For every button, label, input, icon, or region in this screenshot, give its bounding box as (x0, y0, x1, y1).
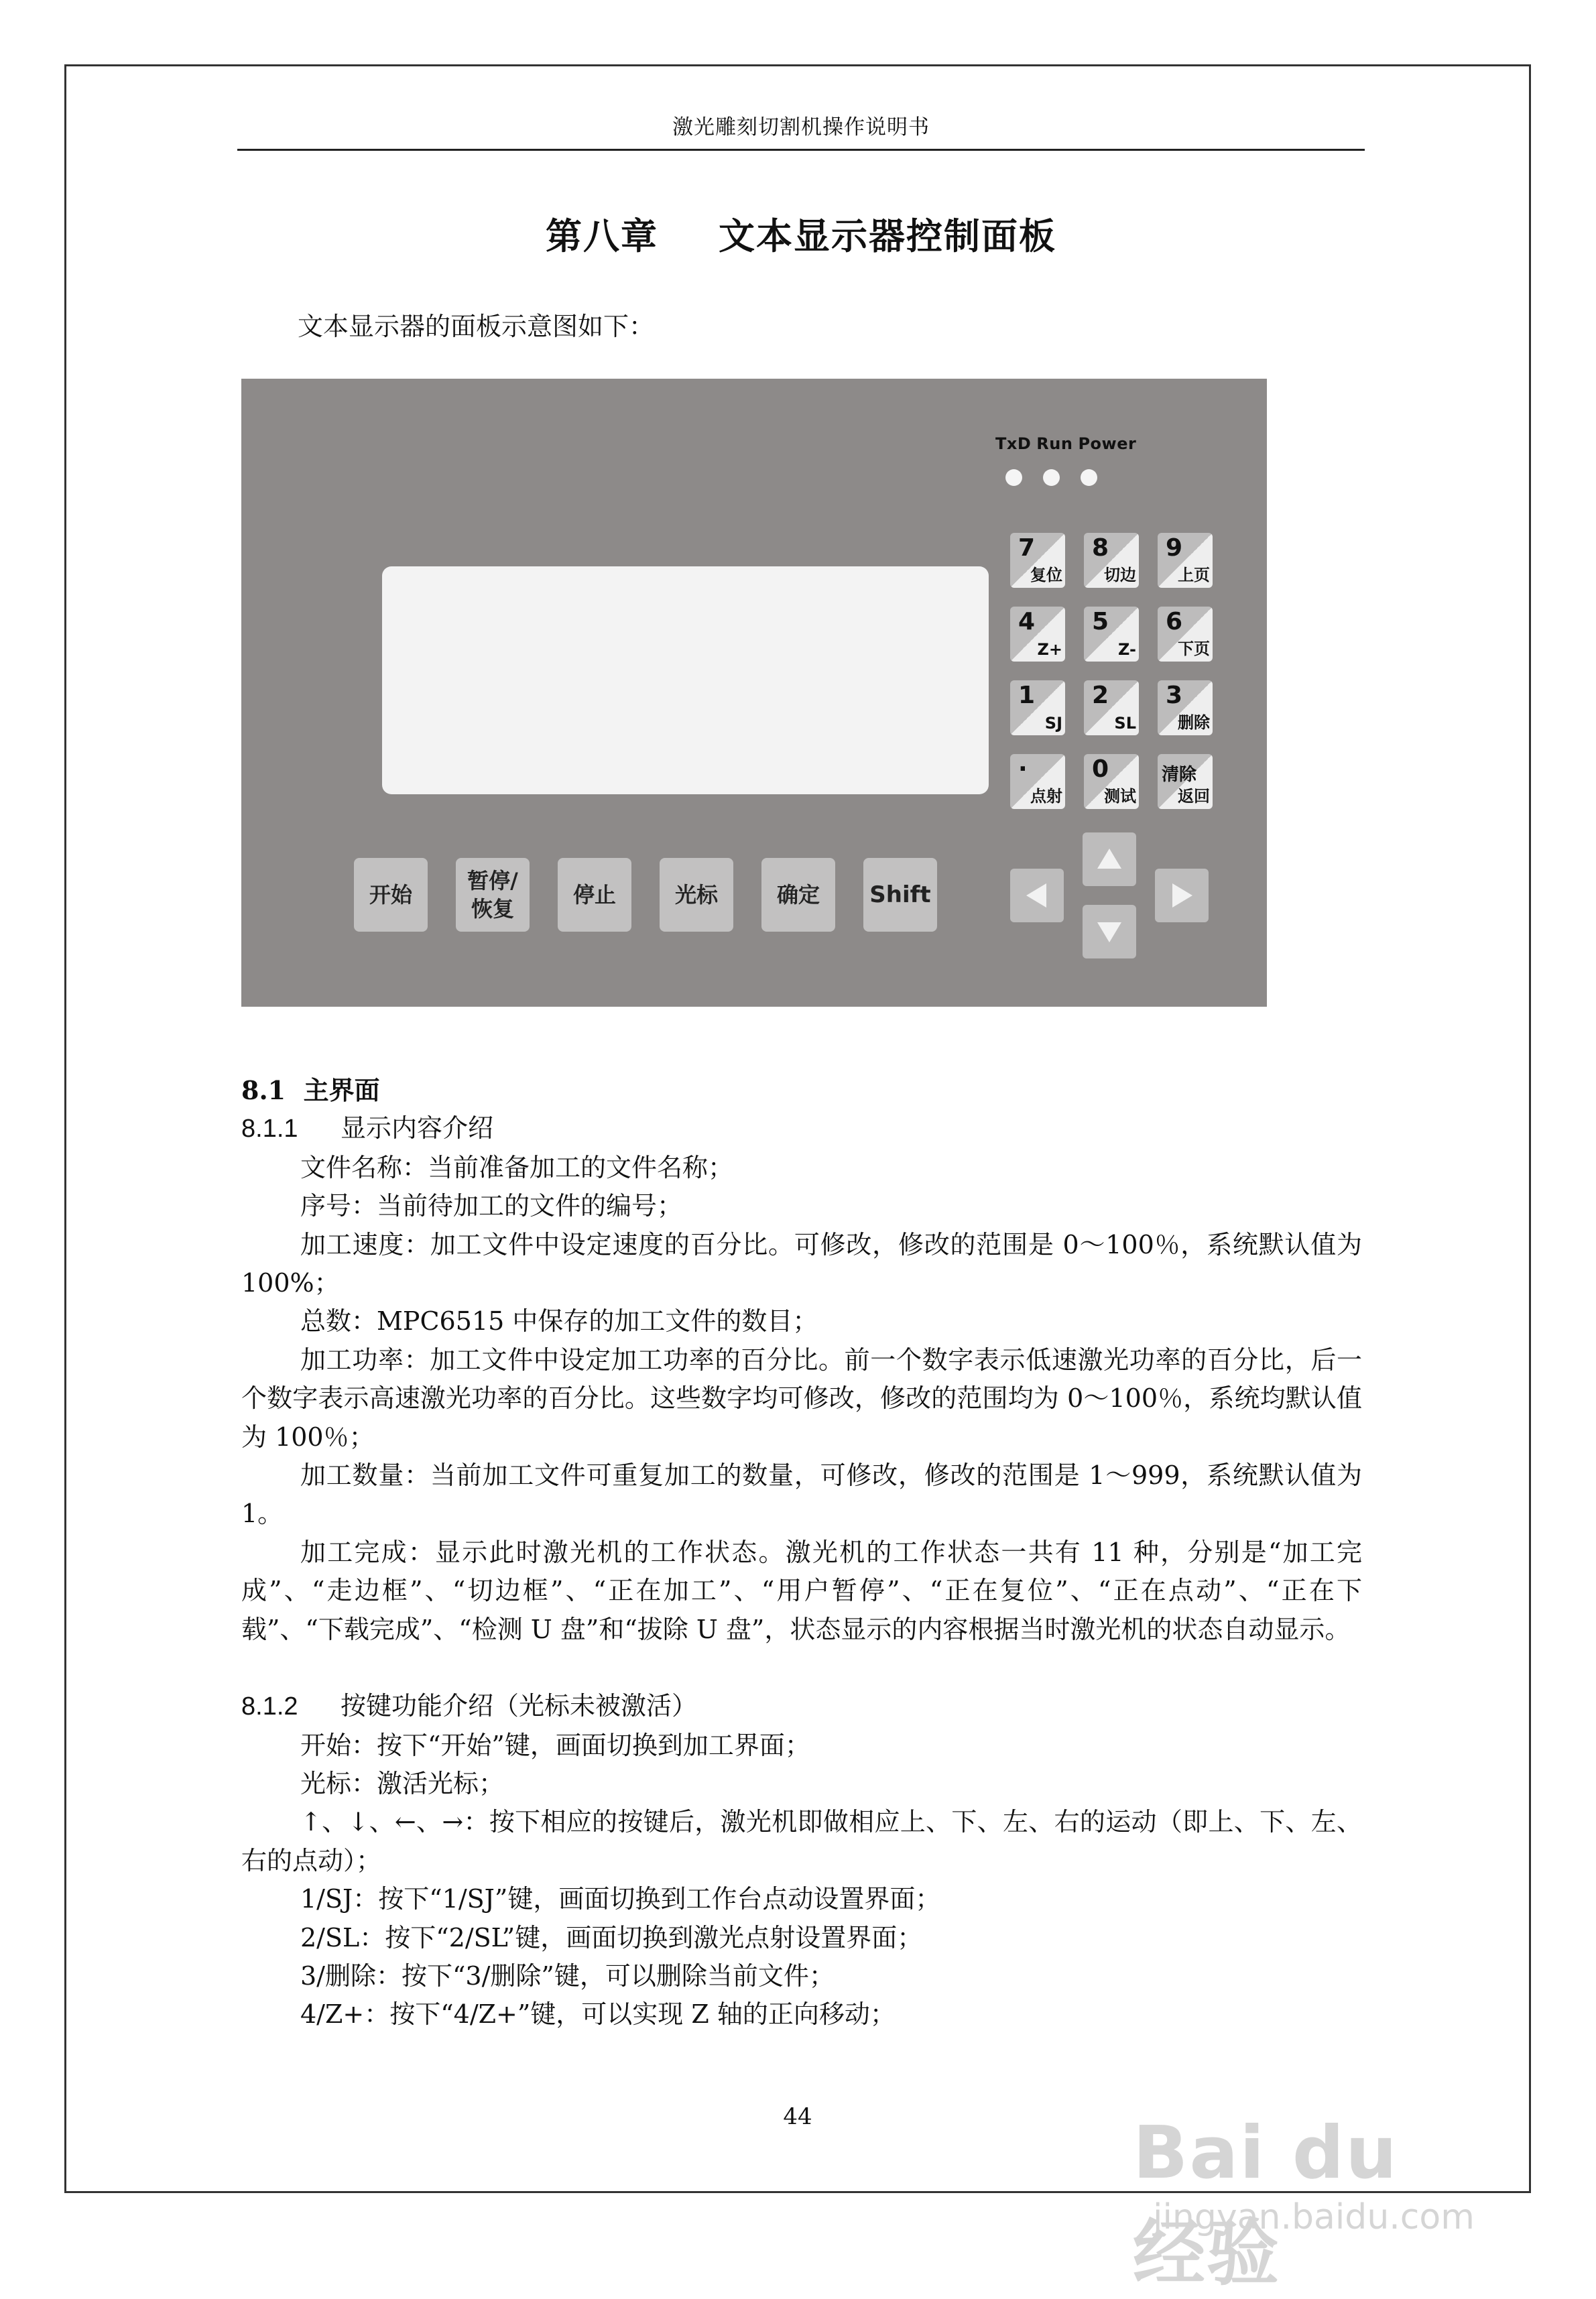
key-1-sj: 1 SJ (1010, 680, 1065, 735)
control-panel-figure (241, 379, 1267, 1007)
indicator-label-txd: TxD (995, 434, 1032, 453)
key-2-sl: 2 SL (1084, 680, 1139, 735)
chapter-number: 第八章 (546, 215, 658, 257)
paragraph: 光标：激活光标； (300, 1768, 505, 1798)
paragraph: 总数：MPC6515 中保存的加工文件的数目； (300, 1306, 818, 1337)
key-4-z-plus: 4 Z+ (1010, 607, 1065, 662)
chapter-title (237, 208, 1365, 259)
intro-text: 文本显示器的面板示意图如下： (298, 312, 655, 341)
paragraph: 开始：按下“开始”键，画面切换到加工界面； (300, 1730, 810, 1760)
key-8-trim: 8 切边 (1084, 533, 1139, 588)
paragraph: 3/删除：按下“3/删除”键，可以删除当前文件； (300, 1961, 835, 1991)
left-arrow-icon (1010, 869, 1064, 922)
chapter-name: 文本显示器控制面板 (719, 215, 1056, 257)
paragraph: ↑、↓、←、→：按下相应的按键后，激光机即做相应上、下、左、右的运动（即上、下、左、右的点动）； (241, 1807, 1362, 1875)
right-arrow-icon (1155, 869, 1209, 922)
up-arrow-icon (1083, 832, 1136, 886)
page-number: 44 (783, 2103, 812, 2130)
baidu-watermark (1126, 2111, 1488, 2296)
key-clear-return: 清除 返回 (1158, 754, 1213, 809)
key-7-reset: 7 复位 (1010, 533, 1065, 588)
key-3-delete: 3 删除 (1158, 680, 1213, 735)
paragraph: 序号：当前待加工的文件的编号； (300, 1191, 683, 1221)
down-arrow-icon (1083, 905, 1136, 958)
indicator-labels (995, 434, 1142, 453)
subsection-8-1-1-heading: 8.1.1 显示内容介绍 (241, 1113, 494, 1143)
paragraph: 4/Z+：按下“4/Z+”键，可以实现 Z 轴的正向移动； (300, 1999, 896, 2030)
shift-key: Shift (863, 858, 937, 932)
section-heading: 8.1 主界面 (241, 1075, 380, 1105)
power-led-icon (1081, 469, 1097, 486)
pause-resume-key: 暂停/ 恢复 (456, 858, 530, 932)
paragraph: 文件名称：当前准备加工的文件名称； (300, 1152, 734, 1182)
key-dot-spot: · 点射 (1010, 754, 1065, 809)
lcd-screen (382, 566, 989, 794)
paragraph: 2/SL：按下“2/SL”键，画面切换到激光点射设置界面； (300, 1922, 923, 1952)
indicator-label-run: Run (1036, 434, 1073, 453)
key-6-page-down: 6 下页 (1158, 607, 1213, 662)
running-header: 激光雕刻切割机操作说明书 (237, 113, 1365, 151)
run-led-icon (1043, 469, 1060, 486)
paragraph: 加工功率：加工文件中设定加工功率的百分比。前一个数字表示低速激光功率的百分比，后一个数字表示高速激光功率的百分比。这些数字均可修改，修改的范围均为 0～100％，系统均默认值为 100％； (241, 1345, 1362, 1452)
paragraph: 1/SJ：按下“1/SJ”键，画面切换到工作台点动设置界面； (300, 1884, 941, 1914)
indicator-label-power: Power (1078, 434, 1137, 453)
watermark-logo: Bai du 经验 (1133, 2111, 1399, 2296)
txd-led-icon (1005, 469, 1022, 486)
start-key: 开始 (354, 858, 428, 932)
paragraph: 加工数量：当前加工文件可重复加工的数量，可修改，修改的范围是 1～999，系统默认值为 1。 (241, 1461, 1362, 1529)
key-5-z-minus: 5 Z- (1084, 607, 1139, 662)
key-0-test: 0 测试 (1084, 754, 1139, 809)
cursor-key: 光标 (660, 858, 733, 932)
subsection-8-1-2-heading: 8.1.2 按键功能介绍（光标未被激活） (241, 1691, 698, 1721)
section-8-1 (241, 1071, 1362, 2034)
paragraph: 加工完成：显示此时激光机的工作状态。激光机的工作状态一共有 11 种，分别是“加工完成”、“走边框”、“切边框”、“正在加工”、“用户暂停”、“正在复位”、“正在点动”、“正在下载”、“下载完成”、“检测 U 盘”和“拔除 U 盘”，状态显示的内容根据当时激光机的状态自动显示。 (241, 1537, 1362, 1644)
paragraph: 加工速度：加工文件中设定速度的百分比。可修改，修改的范围是 0～100％，系统默认值为 100%； (241, 1229, 1362, 1298)
watermark-url: jingyan.baidu.com (1153, 2197, 1475, 2237)
confirm-key: 确定 (761, 858, 835, 932)
stop-key: 停止 (558, 858, 631, 932)
key-9-page-up: 9 上页 (1158, 533, 1213, 588)
